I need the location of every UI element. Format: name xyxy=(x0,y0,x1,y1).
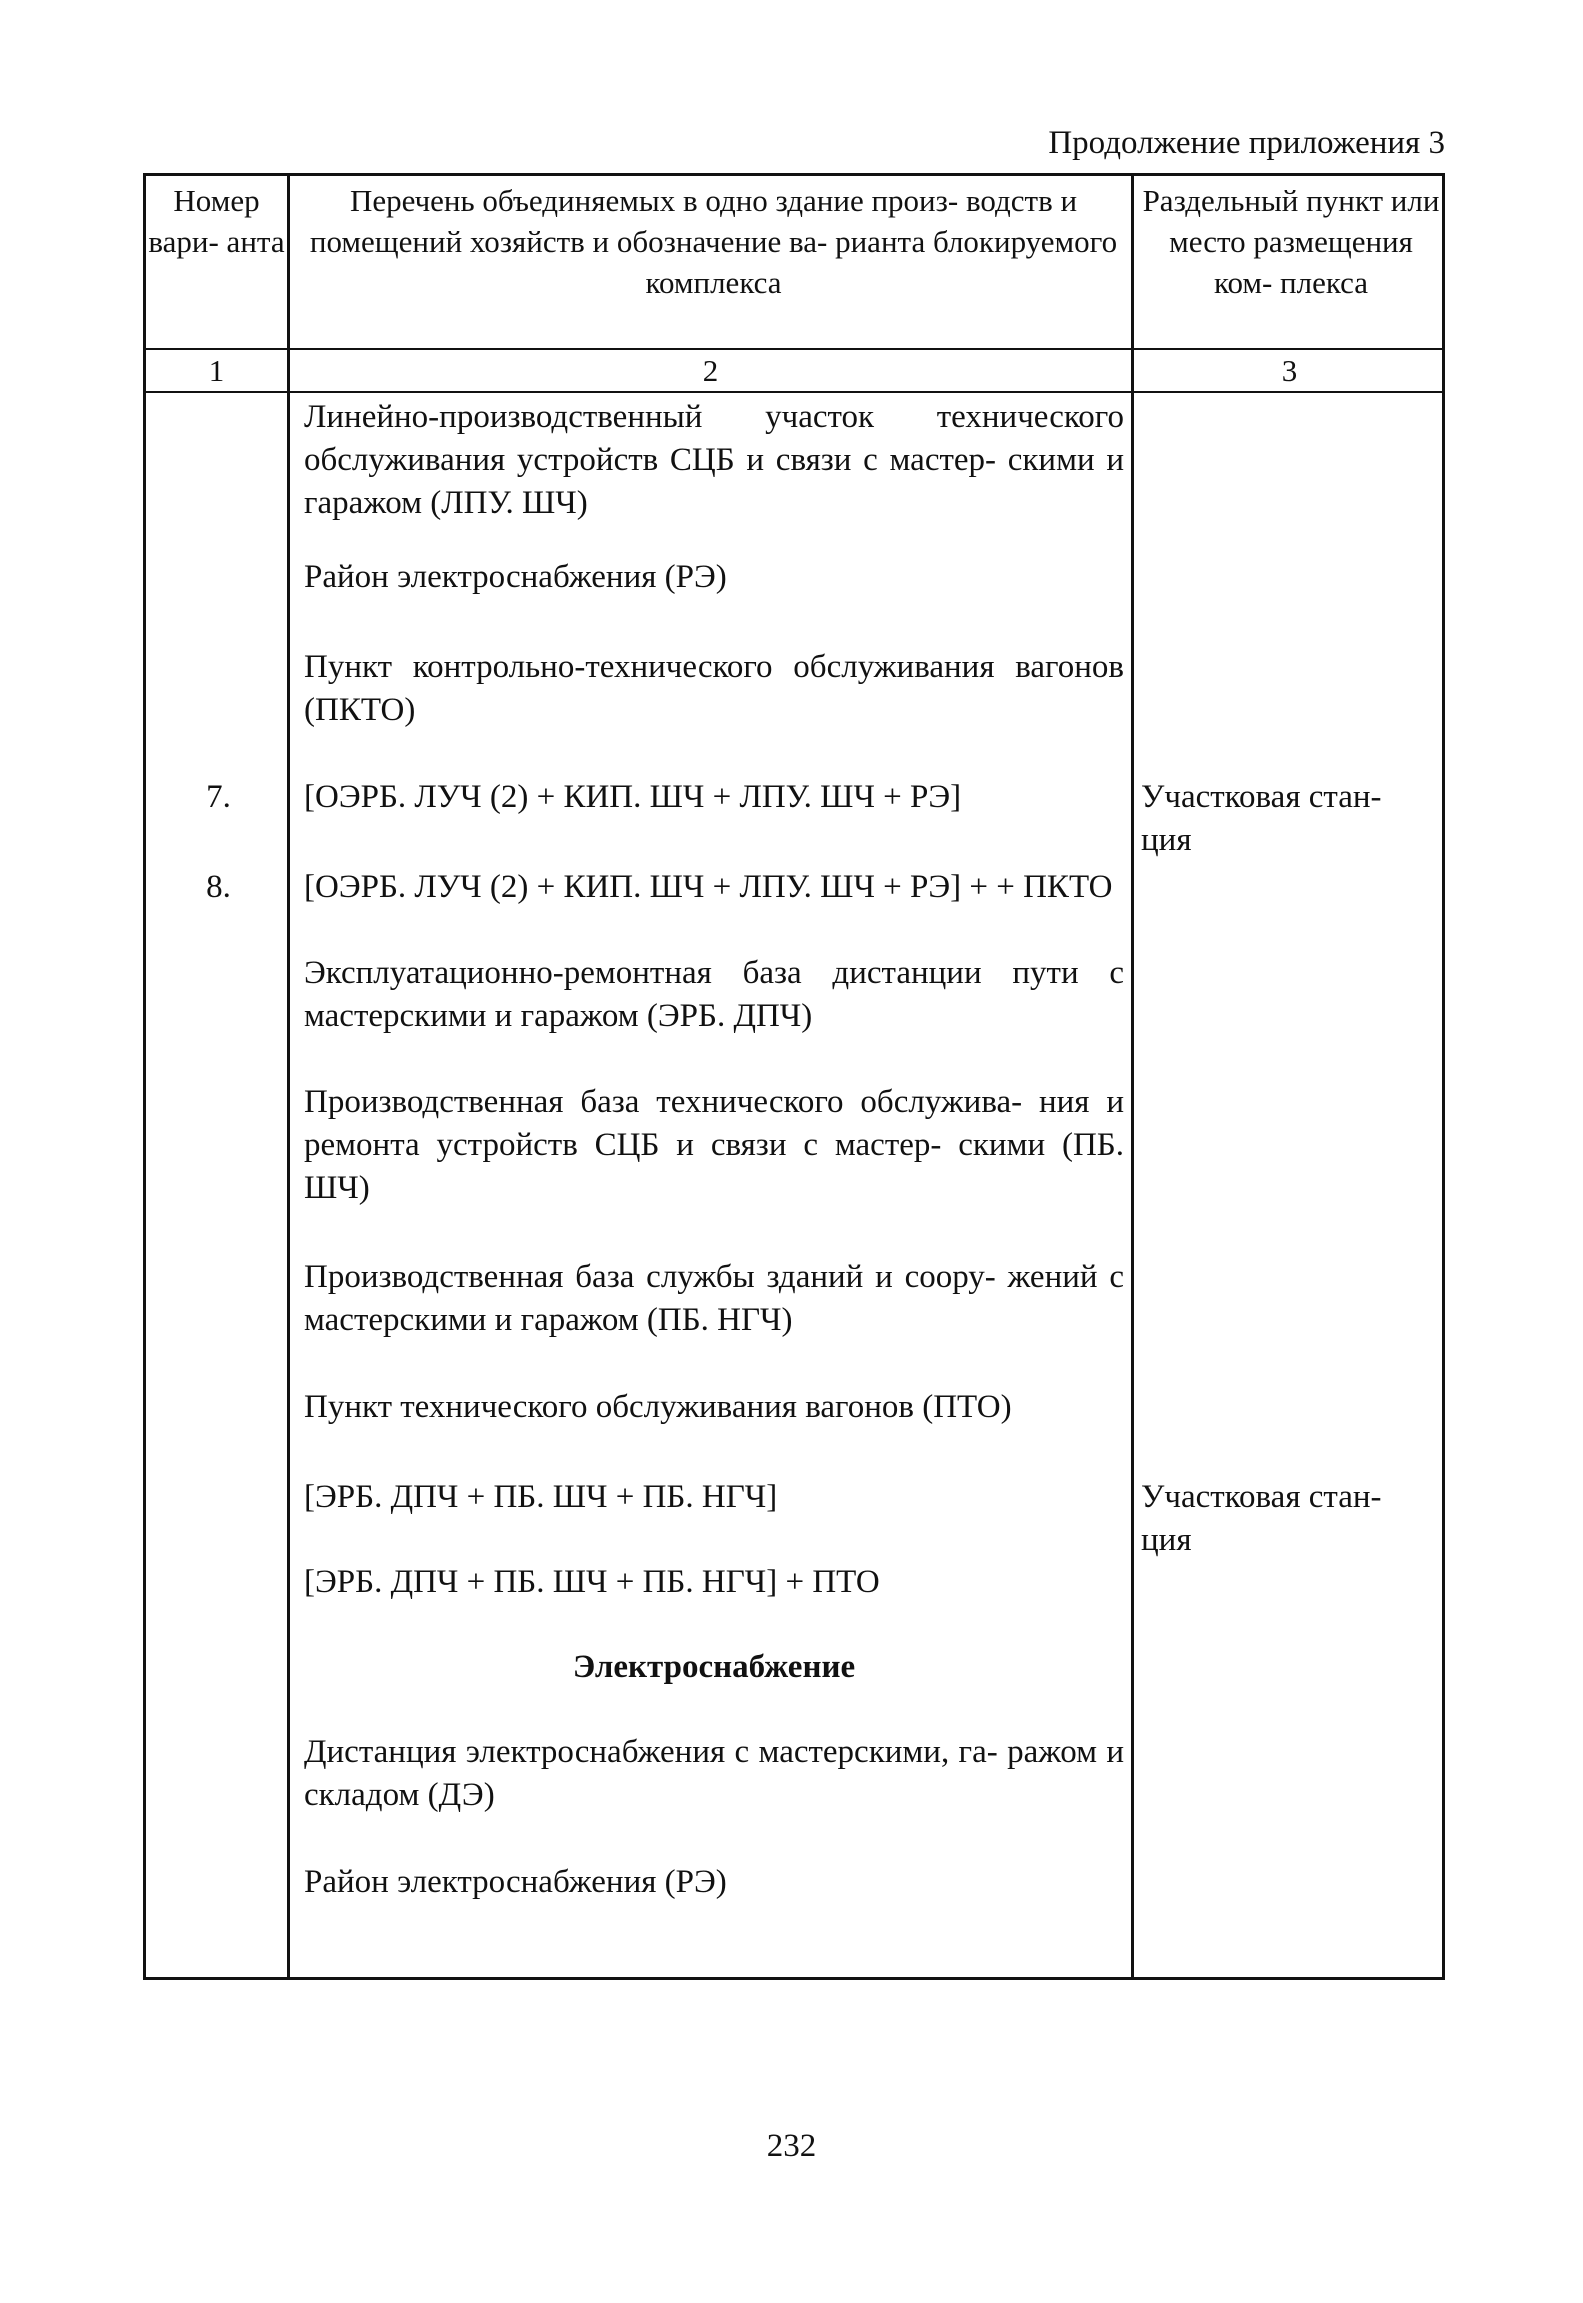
formula-erb-2: [ЭРБ. ДПЧ + ПБ. ШЧ + ПБ. НГЧ] + ПТО xyxy=(304,1564,880,1600)
formula-erb-1-place: Участковая стан- ция xyxy=(1141,1479,1382,1558)
variant-number-7: 7. xyxy=(206,779,231,815)
item-pkto: Пункт контрольно-технического обслуживания вагонов (ПКТО) xyxy=(304,649,1124,728)
column-number-1: 1 xyxy=(208,353,225,388)
column-divider-1 xyxy=(287,176,290,1977)
header-divider xyxy=(146,348,1442,350)
header-col3: Раздельный пункт или место размещения ком- плекса xyxy=(1142,183,1440,300)
item-de: Дистанция электроснабжения с мастерскими, га- ражом и складом (ДЭ) xyxy=(304,1734,1124,1813)
item-pb-shch: Производственная база технического обслужива- ния и ремонта устройств СЦБ и связи с мастер- скими (ПБ. ШЧ) xyxy=(304,1084,1124,1206)
page-number: 232 xyxy=(766,2128,817,2164)
variant-7-formula: [ОЭРБ. ЛУЧ (2) + КИП. ШЧ + ЛПУ. ШЧ + РЭ] xyxy=(304,779,962,815)
column-divider-2 xyxy=(1131,176,1134,1977)
column-number-3: 3 xyxy=(1281,353,1298,388)
section-title-power-supply: Электроснабжение xyxy=(572,1649,856,1685)
column-numbers-divider xyxy=(146,391,1442,393)
header-col1: Номер вари- анта xyxy=(148,183,285,259)
item-pto: Пункт технического обслуживания вагонов (ПТО) xyxy=(304,1389,1012,1425)
item-re-2: Район электроснабжения (РЭ) xyxy=(304,1864,727,1900)
item-erb-dpch: Эксплуатационно-ремонтная база дистанции пути с мастерскими и гаражом (ЭРБ. ДПЧ) xyxy=(304,955,1124,1034)
formula-erb-1: [ЭРБ. ДПЧ + ПБ. ШЧ + ПБ. НГЧ] xyxy=(304,1479,778,1515)
variant-7-place: Участковая стан- ция xyxy=(1141,779,1382,858)
variant-number-8: 8. xyxy=(206,869,231,905)
item-lpu-shch: Линейно-производственный участок технического обслуживания устройств СЦБ и связи с мастер- скими и гаражом (ЛПУ. ШЧ) xyxy=(304,399,1124,521)
variants-table xyxy=(143,173,1445,1980)
column-number-2: 2 xyxy=(702,353,719,388)
item-re: Район электроснабжения (РЭ) xyxy=(304,559,727,595)
item-pb-ngch: Производственная база службы зданий и соору- жений с мастерскими и гаражом (ПБ. НГЧ) xyxy=(304,1259,1124,1338)
header-col2: Перечень объединяемых в одно здание произ- водств и помещений хозяйств и обозначение ва- рианта блокируемого комплекса xyxy=(309,183,1118,300)
appendix-caption: Продолжение приложения 3 xyxy=(1048,125,1445,161)
variant-8-formula: [ОЭРБ. ЛУЧ (2) + КИП. ШЧ + ЛПУ. ШЧ + РЭ] + + ПКТО xyxy=(304,869,1113,905)
